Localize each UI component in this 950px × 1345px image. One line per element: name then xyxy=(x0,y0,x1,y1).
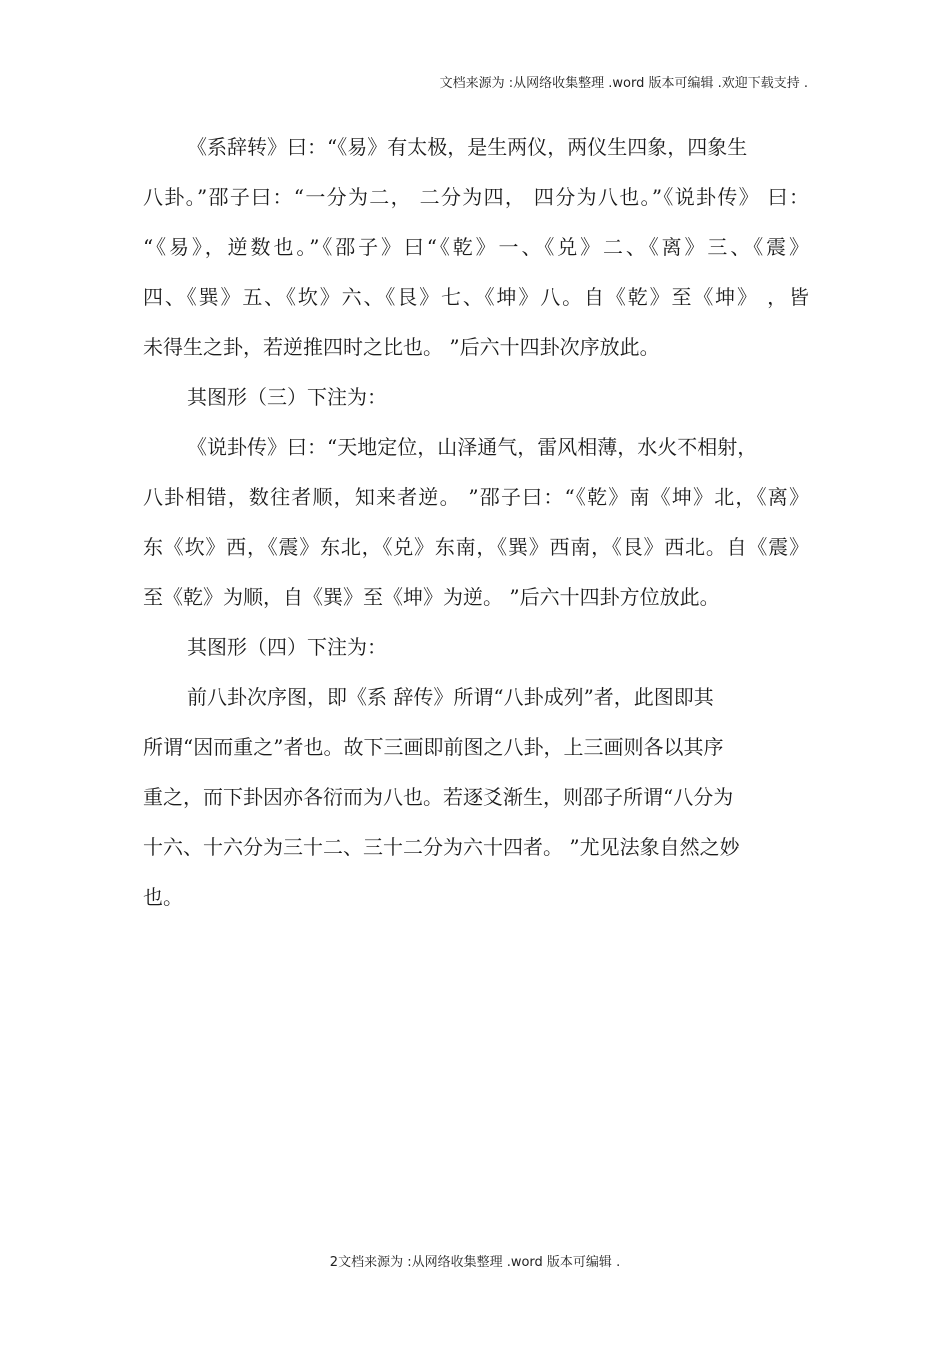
text-line: 四、《巽》五、《坎》六、《艮》七、《坤》八。自《乾》至《坤》 ，皆 xyxy=(143,285,809,309)
text-line: 十六、十六分为三十二、三十二分为六十四者。 ”尤见法象自然之妙 xyxy=(143,835,740,859)
section-heading: 其图形（三）下注为： xyxy=(187,385,387,409)
text-line: “《易》，逆数也。”《邵子》曰“《乾》一、《兑》二、《离》三、《震》 xyxy=(143,235,809,259)
text-line: 重之，而下卦因亦各衍而为八也。若逐爻渐生，则邵子所谓“八分为 xyxy=(143,785,734,809)
page-footer: 2文档来源为 :从网络收集整理 .word 版本可编辑 . xyxy=(329,1255,621,1270)
text-line: 《说卦传》曰：“天地定位，山泽通气，雷风相薄，水火不相射， xyxy=(187,435,758,459)
section-heading: 其图形（四）下注为： xyxy=(187,635,387,659)
document-body xyxy=(143,122,809,922)
text-line: 也。 xyxy=(143,885,183,909)
text-line: 所谓“因而重之”者也。故下三画即前图之八卦，上三画则各以其序 xyxy=(143,735,724,759)
text-line: 八卦。”邵子曰：“一分为二， 二分为四， 四分为八也。”《说卦传》 曰： xyxy=(143,185,809,209)
text-line: 前八卦次序图，即《系 辞传》所谓“八卦成列”者，此图即其 xyxy=(187,685,714,709)
text-line: 《系辞转》曰：“《易》有太极，是生两仪，两仪生四象，四象生 xyxy=(187,135,748,159)
page-header: 文档来源为 :从网络收集整理 .word 版本可编辑 .欢迎下载支持 . xyxy=(439,76,808,91)
text-line: 未得生之卦，若逆推四时之比也。 ”后六十四卦次序放此。 xyxy=(143,335,660,359)
text-line: 至《乾》为顺，自《巽》至《坤》为逆。 ”后六十四卦方位放此。 xyxy=(143,585,720,609)
text-line: 东《坎》西，《震》东北，《兑》东南，《巽》西南，《艮》西北。自《震》 xyxy=(143,535,809,559)
text-line: 八卦相错，数往者顺，知来者逆。 ”邵子曰：“《乾》南《坤》北，《离》 xyxy=(143,485,809,509)
